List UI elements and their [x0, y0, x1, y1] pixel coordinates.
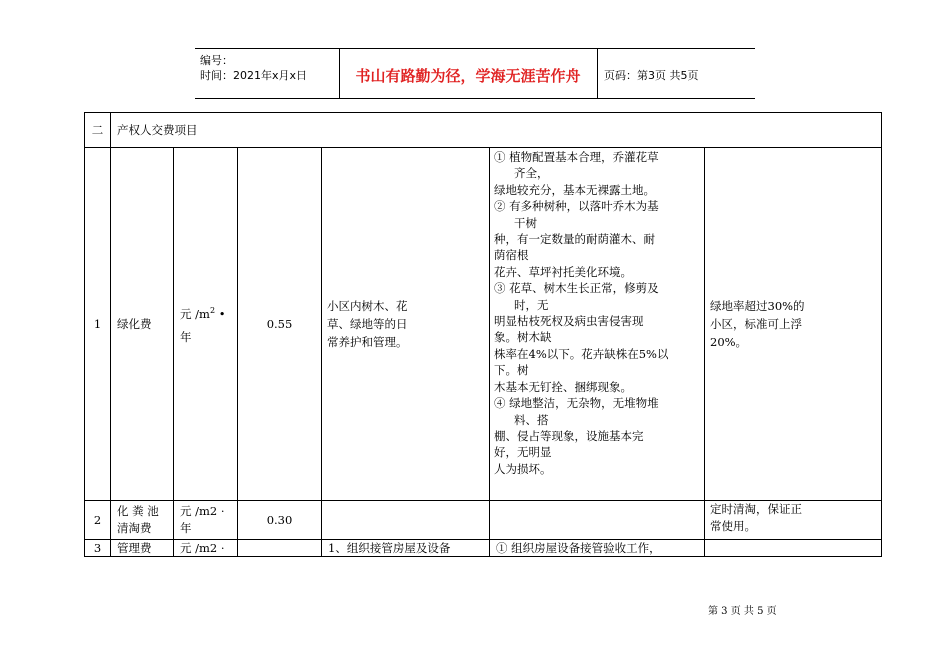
standard-line: 齐全，: [514, 166, 549, 181]
page-header: [195, 48, 755, 99]
table-row: [85, 148, 882, 501]
page-footer: 第 3 页 共 5 页: [708, 606, 777, 617]
item-name-line: 化 粪 池: [117, 504, 159, 518]
standard-line: ① 植物配置基本合理，乔灌花草: [494, 150, 659, 164]
standard-line: 人为损坏。: [494, 461, 552, 476]
standard-line: 花卉、草坪衬托美化环境。: [494, 264, 632, 279]
standard-line: 下。树: [494, 363, 529, 378]
standard-content: ① 组织房屋设备接管验收工作，: [490, 540, 705, 557]
standard-line: 料、搭: [514, 412, 549, 427]
table-row: [85, 501, 882, 540]
note-content: [705, 540, 882, 557]
standard-line: ② 有多种树种，以落叶乔木为基: [494, 199, 659, 214]
unit-cell: 元 /m2 ·: [174, 540, 238, 557]
unit-cell: [174, 148, 238, 501]
work-content: [322, 501, 490, 540]
table-row: [85, 540, 882, 557]
row-number: 3: [85, 540, 111, 557]
number-label: 编号：: [200, 54, 233, 67]
standard-line: 棚、侵占等现象，设施基本完: [494, 428, 644, 443]
note-line: 小区，标准可上浮: [710, 317, 802, 331]
unit-text: 元 /m: [180, 306, 210, 321]
note-content: [705, 501, 882, 540]
standard-line: 种，有一定数量的耐荫灌木、耐: [494, 232, 655, 247]
unit-year: 年: [180, 330, 192, 345]
standard-line: 绿地较充分，基本无裸露土地。: [494, 182, 655, 197]
work-line: 小区内树木、花: [327, 299, 408, 313]
note-line: 绿地率超过30%的: [710, 299, 805, 313]
item-name: [111, 501, 174, 540]
unit-cell: [174, 501, 238, 540]
section-row: [85, 113, 882, 148]
price: 0.55: [238, 148, 322, 501]
work-content: [322, 148, 490, 501]
work-line: 常养护和管理。: [327, 335, 408, 349]
note-content: [705, 148, 882, 501]
work-line: 草、绿地等的日: [327, 317, 408, 331]
item-name-line: 清淘费: [117, 521, 152, 535]
item-name: 管理费: [111, 540, 174, 557]
standard-line: 象。树木缺: [494, 330, 552, 345]
header-page-cell: [598, 49, 755, 98]
standard-line: 时，无: [514, 297, 549, 312]
standard-line: 木基本无钉拴、捆绑现象。: [494, 379, 632, 394]
page-info: 页码：第3页 共5页: [604, 69, 699, 82]
header-motto-cell: [339, 49, 598, 98]
price: [238, 540, 322, 557]
note-line: 20%。: [710, 335, 748, 349]
row-number: 1: [85, 148, 111, 501]
unit-superscript: 2: [209, 305, 216, 315]
work-content: 1、组织接管房屋及设备: [322, 540, 490, 557]
unit-text: 元 /m2 ·: [180, 504, 225, 518]
standard-line: 干树: [514, 215, 537, 230]
standard-line: ④ 绿地整洁，无杂物，无堆物堆: [494, 396, 659, 411]
standard-line: 株率在4%以下。花卉缺株在5%以: [494, 346, 669, 361]
note-line: 定时清淘，保证正: [710, 502, 802, 516]
standard-line: 好，无明显: [494, 445, 552, 460]
section-title: 产权人交费项目: [111, 113, 882, 148]
motto: 书山有路勤为径，学海无涯苦作舟: [355, 67, 581, 85]
row-number: 2: [85, 501, 111, 540]
standard-content: [490, 501, 705, 540]
section-number: 二: [85, 113, 111, 148]
note-line: 常使用。: [710, 519, 756, 533]
standard-line: 荫宿根: [494, 248, 529, 263]
item-name: 绿化费: [111, 148, 174, 501]
time-label: 时间：2021年x月x日: [200, 69, 308, 82]
unit-year: 年: [180, 521, 192, 535]
standard-line: 明显枯枝死杈及病虫害侵害现: [494, 314, 644, 329]
fee-table: [84, 112, 882, 557]
unit-dot: •: [218, 306, 226, 321]
standard-line: ③ 花草、树木生长正常，修剪及: [494, 281, 659, 296]
standard-content: [490, 148, 705, 501]
price: 0.30: [238, 501, 322, 540]
header-meta: [195, 49, 340, 98]
